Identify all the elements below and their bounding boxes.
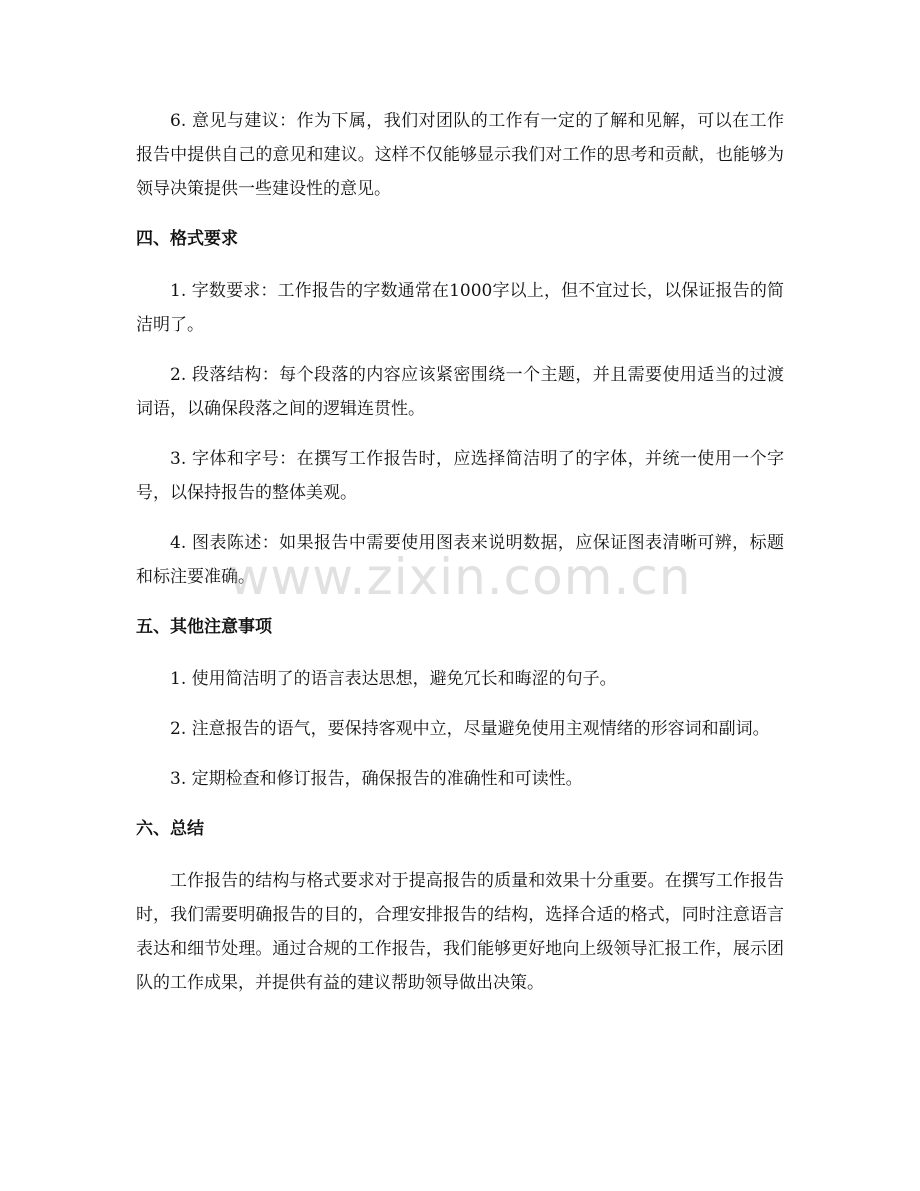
- paragraph-structure: 2. 段落结构：每个段落的内容应该紧密围绕一个主题，并且需要使用适当的过渡词语，以确保段落之间的逻辑连贯性。: [136, 365, 784, 419]
- paragraph-note-3: 3. 定期检查和修订报告，确保报告的准确性和可读性。: [170, 769, 583, 789]
- paragraph-note-1: 1. 使用简洁明了的语言表达思想，避免冗长和晦涩的句子。: [170, 669, 617, 689]
- section-heading-format: 四、格式要求: [136, 229, 238, 249]
- document-body: [136, 104, 784, 1016]
- paragraph-word-count: 1. 字数要求：工作报告的字数通常在1000字以上，但不宜过长，以保证报告的简洁明了。: [136, 281, 784, 335]
- section-heading-summary: 六、总结: [136, 819, 204, 839]
- section-heading-notes: 五、其他注意事项: [136, 617, 272, 637]
- paragraph-summary: 工作报告的结构与格式要求对于提高报告的质量和效果十分重要。在撰写工作报告时，我们需要明确报告的目的，合理安排报告的结构，选择合适的格式，同时注意语言表达和细节处理。通过合规的工作报告，我们能够更好地向上级领导汇报工作，展示团队的工作成果，并提供有益的建议帮助领导做出决策。: [136, 871, 784, 993]
- paragraph-suggestions: 6. 意见与建议：作为下属，我们对团队的工作有一定的了解和见解，可以在工作报告中提供自己的意见和建议。这样不仅能够显示我们对工作的思考和贡献，也能够为领导决策提供一些建设性的意见。: [136, 111, 784, 199]
- paragraph-charts: 4. 图表陈述：如果报告中需要使用图表来说明数据，应保证图表清晰可辨，标题和标注要准确。: [136, 533, 784, 587]
- watermark: www.zixin.com.cn: [228, 548, 692, 606]
- paragraph-font: 3. 字体和字号：在撰写工作报告时，应选择简洁明了的字体，并统一使用一个字号，以保持报告的整体美观。: [136, 449, 784, 503]
- paragraph-note-2: 2. 注意报告的语气，要保持客观中立，尽量避免使用主观情绪的形容词和副词。: [170, 719, 770, 739]
